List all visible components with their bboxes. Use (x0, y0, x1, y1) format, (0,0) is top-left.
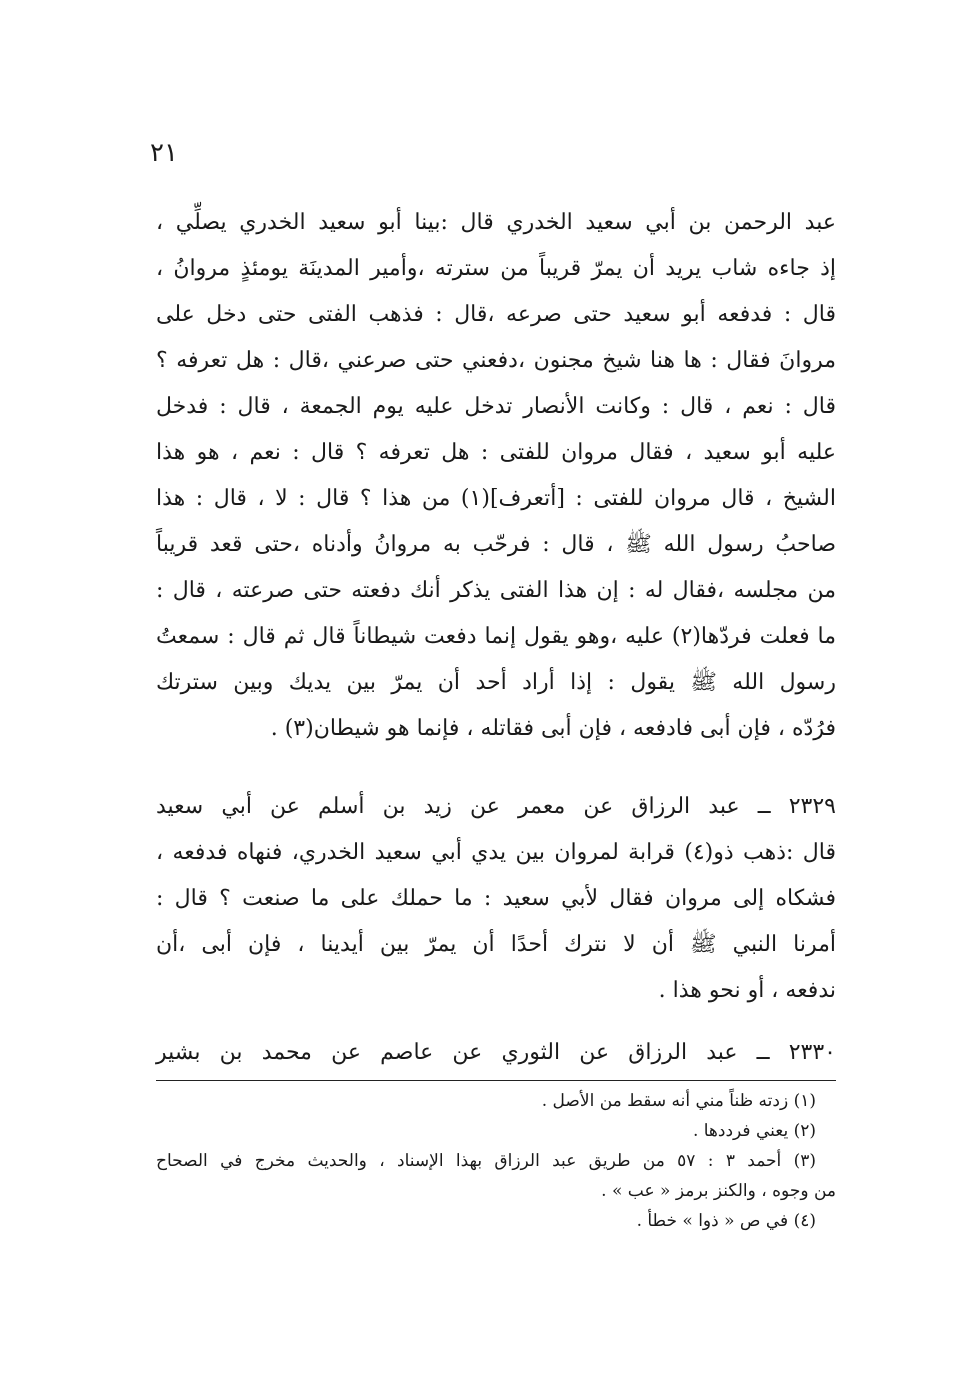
text-line: قال : نعم ، قال : وكانت الأنصار تدخل عليه يوم الجمعة ، قال : فدخل (156, 394, 836, 419)
text-line: ندفعه ، أو نحو هذا . (658, 978, 836, 1003)
text-line: صاحبُ رسول الله ﷺ ، قال : فرحّب به مروانُ وأدناه ،حتى قعد قريباً (156, 532, 836, 557)
footnote-1: (١) زدته ظناً مني أنه سقط من الأصل . (541, 1091, 816, 1111)
text-line: من مجلسه ،فقال له : إن هذا الفتى يذكر أنك دفعته حتى صرعته ، قال : (156, 578, 836, 603)
text-line: ٢٣٣٠ ــ عبد الرزاق عن الثوري عن عاصم عن محمد بن بشير (156, 1040, 836, 1065)
text-line: فشكاه إلى مروان فقال لأبي سعيد : ما حملك على ما صنعت ؟ قال : (156, 886, 836, 911)
text-line: رسول الله ﷺ يقول : إذا أراد أحد أن يمرّ بين يديك وبين سترتك (156, 670, 836, 695)
footnote-3: (٣) أحمد ٣ : ٥٧ من طريق عبد الرزاق بهذا الإسناد ، والحديث مخرج في الصحاح (156, 1151, 816, 1171)
hadith-2330-paragraph (156, 1030, 836, 1076)
text-line: عليه أبو سعيد ، فقال مروان للفتى : هل تعرفه ؟ قال : نعم ، هو هذا (156, 440, 836, 465)
hadith-2329-paragraph (156, 784, 836, 1014)
text-line: عبد الرحمن بن أبي سعيد الخدري قال :بينا أبو سعيد الخدري يصلِّي ، (156, 210, 836, 235)
text-line: إذ جاءه شاب يريد أن يمرّ قريباً من سترته ،وأمير المدينَة يومئذٍ مروانُ ، (156, 256, 836, 281)
text-line: مروانَ فقال : ها هنا شيخ مجنون ،دفعني حتى صرعني ،قال : هل تعرفه ؟ (156, 348, 836, 373)
footnotes (156, 1086, 836, 1236)
page-number: ٢١ (150, 138, 178, 168)
hadith-continuation-paragraph (156, 200, 836, 752)
footnote-4: (٤) في ص « ذوا » خطأ . (636, 1211, 816, 1231)
text-line: ٢٣٢٩ ــ عبد الرزاق عن معمر عن زيد بن أسلم عن أبي سعيد (156, 794, 836, 819)
footnote-separator (156, 1080, 836, 1081)
text-line: قال : فدفعه أبو سعيد حتى صرعه ،قال : فذهب الفتى حتى دخل على (156, 302, 836, 327)
text-line: ما فعلت فردّها(٢) عليه ،وهو يقول إنما دفعت شيطاناً قال ثم قال : سمعتُ (156, 624, 836, 649)
footnote-3-continuation: من وجوه ، والكنز برمز « عب » . (601, 1181, 836, 1201)
footnote-2: (٢) يعني فرددها . (692, 1121, 816, 1141)
text-line: أمرنا النبي ﷺ أن لا نترك أحدًا أن يمرّ بين أيدينا ، فإن أبى ،أن (156, 932, 836, 957)
text-line: قال :ذهب ذو(٤) قرابة لمروان بين يدي أبي سعيد الخدري، فنهاه فدفعه ، (156, 840, 837, 865)
text-line: فرُدّه ، فإن أبى فادفعه ، فإن أبى فقاتله ، فإنما هو شيطان(٣) . (270, 716, 836, 741)
text-line: الشيخ ، قال مروان للفتى : [أتعرف](١) من هذا ؟ قال : لا ، قال : هذا (156, 486, 836, 511)
